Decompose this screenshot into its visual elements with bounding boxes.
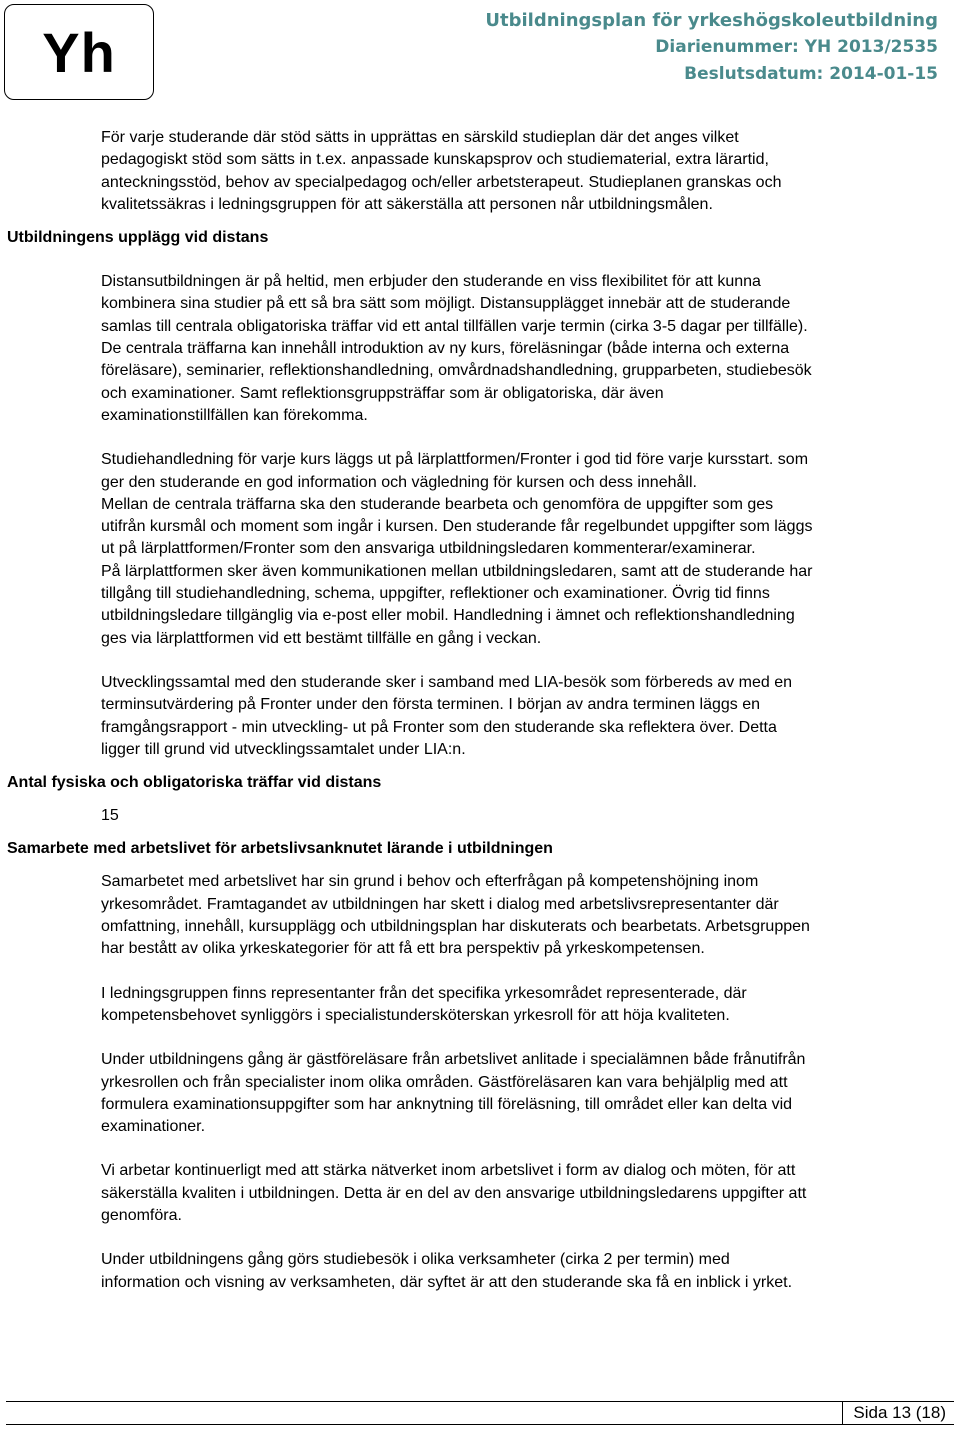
text-line: kombinera sina studier på ett så bra sätt som möjligt. Distansupplägget innebär att de studerande xyxy=(101,295,791,313)
text-line: säkerställa kvaliten i utbildningen. Detta är en del av den ansvarige utbildningsledarens uppgifter att xyxy=(101,1184,807,1202)
text-line: På lärplattformen sker även kommunikationen mellan utbildningsledaren, samt att de studerande har xyxy=(101,562,813,580)
text-line: och examinationer. Samt reflektionsgruppsträffar som är obligatoriska, där även xyxy=(101,384,664,402)
text-line: Utvecklingssamtal med den studerande sker i samband med LIA-besök som förbereds av med en xyxy=(101,673,793,691)
samarbete-paragraph-1 xyxy=(101,871,956,960)
text-line: ges via lärplattformen vid ett bestämt tillfälle en gång i veckan. xyxy=(101,629,542,647)
distans-paragraph-3 xyxy=(101,672,956,761)
text-line: yrkesområdet. Framtagandet av utbildningen har skett i dialog med arbetslivsrepresentanter där xyxy=(101,895,779,913)
text-line: ligger till grund vid utvecklingssamtalet under LIA:n. xyxy=(101,740,466,758)
text-line: anteckningsstöd, behov av specialpedagog och/eller arbetsterapeut. Studieplanen granskas och xyxy=(101,173,782,191)
text-line: föreläsare), seminarier, reflektionshandledning, omvårdnadshandledning, grupparbeten, studiebesök xyxy=(101,362,812,380)
text-line: pedagogiskt stöd som sätts in t.ex. anpassade kunskapsprov och studiematerial, extra lärartid, xyxy=(101,151,769,169)
samarbete-paragraph-2 xyxy=(101,983,956,1028)
text-line: information och visning av verksamheten, där syftet är att den studerande ska få en inblick i yrket. xyxy=(101,1273,793,1291)
text-line: genomföra. xyxy=(101,1206,182,1224)
yh-logo: Yh xyxy=(4,4,154,100)
text-line: Under utbildningens gång är gästföreläsare från arbetslivet anlitade i specialämnen både frånutifrån xyxy=(101,1051,806,1069)
document-title: Utbildningsplan för yrkeshögskoleutbildning xyxy=(485,10,938,31)
text-line: utifrån kursmål och moment som ingår i kursen. Den studerande får regelbundet uppgifter som läggs xyxy=(101,518,813,536)
diarienummer: Diarienummer: YH 2013/2535 xyxy=(655,37,938,57)
text-line: Distansutbildningen är på heltid, men erbjuder den studerande en viss flexibilitet för att kunna xyxy=(101,273,761,291)
text-line: framgångsrapport - min utveckling- ut på Fronter som den studerande ska reflektera över. Detta xyxy=(101,718,777,736)
text-line: Under utbildningens gång görs studiebesök i olika verksamheter (cirka 2 per termin) med xyxy=(101,1251,730,1269)
antal-value: 15 xyxy=(101,807,119,825)
text-line: examinationstillfällen kan förekomma. xyxy=(101,406,368,424)
text-line: De centrala träffarna kan innehåll introduktion av ny kurs, föreläsningar (både interna och externa xyxy=(101,340,790,358)
beslutsdatum: Beslutsdatum: 2014-01-15 xyxy=(684,64,938,84)
page-footer xyxy=(6,1401,954,1425)
text-line: formulera examinationsuppgifter som har anknytning till föreläsning, till området eller kan delta vid xyxy=(101,1095,793,1113)
document-body xyxy=(0,127,960,1294)
text-line: kvalitetssäkras i ledningsgruppen för att säkerställa att personen når utbildningsmålen. xyxy=(101,195,713,213)
samarbete-paragraph-5 xyxy=(101,1249,956,1294)
page-number: Sida 13 (18) xyxy=(842,1401,954,1425)
text-line: I ledningsgruppen finns representanter från det specifika yrkesområdet representerade, där xyxy=(101,984,747,1002)
text-line: examinationer. xyxy=(101,1118,206,1136)
section-heading-antal: Antal fysiska och obligatoriska träffar vid distans xyxy=(7,774,382,792)
samarbete-paragraph-3 xyxy=(101,1049,956,1138)
text-line: utbildningsledare tillgänglig via e-post eller mobil. Handledning i ämnet och reflektionshandledning xyxy=(101,607,795,625)
text-line: kompetensbehovet synliggörs i specialistundersköterskan yrkesroll för att höja kvaliteten. xyxy=(101,1006,730,1024)
text-line: Mellan de centrala träffarna ska den studerande bearbeta och genomföra de uppgifter som ges xyxy=(101,495,774,513)
text-line: terminsutvärdering på Fronter under den första terminen. I början av andra terminen läggs en xyxy=(101,696,761,714)
text-line: har bestått av olika yrkeskategorier för att få ett bra perspektiv på yrkeskompetensen. xyxy=(101,940,705,958)
text-line: yrkesrollen och från specialister inom olika områden. Gästföreläsaren kan vara behjälplig med att xyxy=(101,1073,788,1091)
text-line: För varje studerande där stöd sätts in upprättas en särskild studieplan där det anges vilket xyxy=(101,129,739,146)
text-line: tillgång till studiehandledning, schema, uppgifter, reflektioner och examinationer. Övrig tid finns xyxy=(101,585,770,603)
distans-paragraph-1 xyxy=(101,271,956,427)
section-heading-distans: Utbildningens upplägg vid distans xyxy=(7,229,269,247)
text-line: Samarbetet med arbetslivet har sin grund i behov och efterfrågan på kompetenshöjning inom xyxy=(101,873,759,891)
section-heading-samarbete: Samarbete med arbetslivet för arbetslivsanknutet lärande i utbildningen xyxy=(7,840,553,858)
text-line: Studiehandledning för varje kurs läggs ut på lärplattformen/Fronter i god tid före varje kursstart. som xyxy=(101,451,809,469)
text-line: Vi arbetar kontinuerligt med att stärka nätverket inom arbetslivet i form av dialog och möten, för att xyxy=(101,1162,796,1180)
samarbete-paragraph-4 xyxy=(101,1160,956,1227)
text-line: omfattning, innehåll, kursupplägg och utbildningsplan har diskuterats och bearbetats. Arbetsgruppen xyxy=(101,918,810,936)
text-line: samlas till centrala obligatoriska träffar vid ett antal tillfällen varje termin (cirka 3-5 dagar per tillfälle). xyxy=(101,317,808,335)
document-header xyxy=(485,7,938,88)
distans-paragraph-2 xyxy=(101,449,956,650)
text-line: ut på lärplattformen/Fronter som den ansvariga utbildningsledaren kommenterar/examinerar. xyxy=(101,540,756,558)
intro-paragraph xyxy=(101,127,956,216)
text-line: ger den studerande en god information och vägledning för kursen och dess innehåll. xyxy=(101,473,697,491)
